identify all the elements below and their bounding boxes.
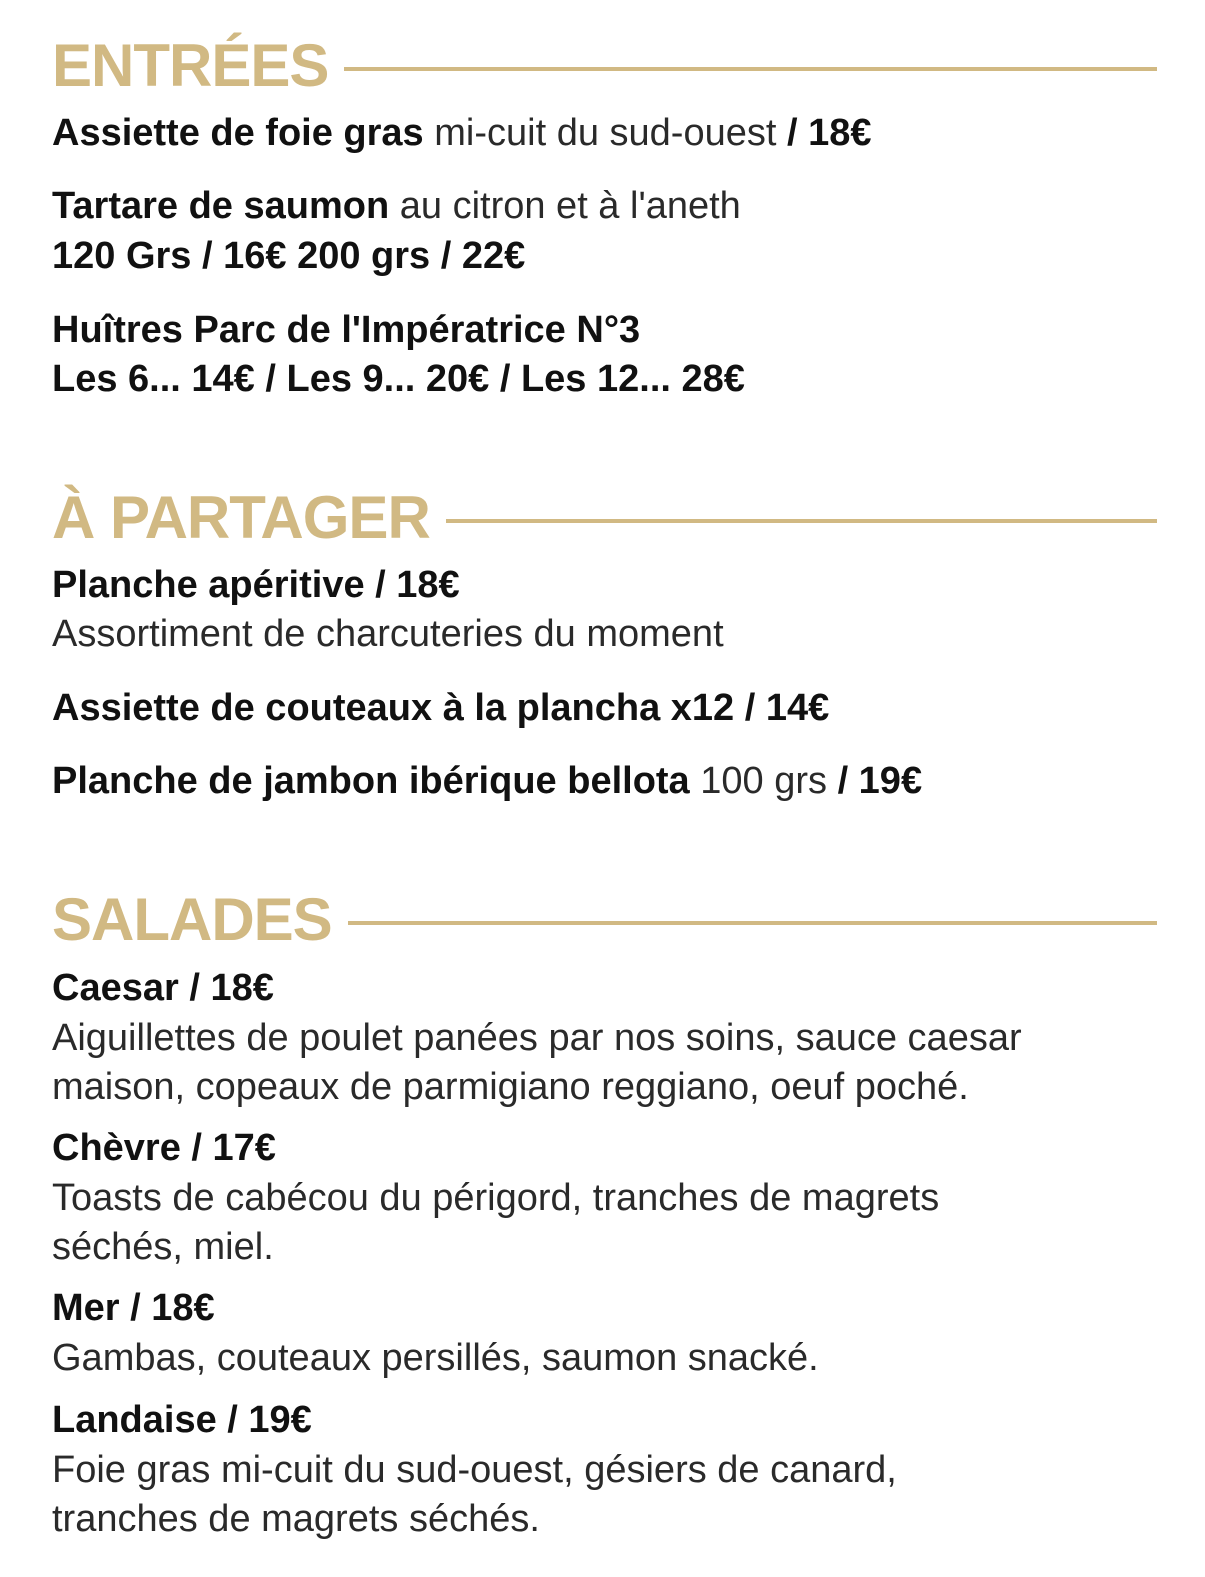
item-name: Assiette de couteaux à la plancha x12 / 14€ — [52, 687, 830, 729]
menu-item-tartare-price — [52, 233, 525, 279]
item-name: Landaise / 19€ — [52, 1399, 312, 1441]
menu-item-landaise — [52, 1397, 312, 1443]
menu-item-mer-desc-1 — [52, 1335, 819, 1381]
item-name: Planche de jambon ibérique bellota — [52, 760, 690, 802]
item-description: 100 grs — [700, 760, 827, 802]
menu-item-caesar-desc-2 — [52, 1064, 969, 1110]
item-name: Mer / 18€ — [52, 1287, 215, 1329]
item-description: maison, copeaux de parmigiano reggiano, oeuf poché. — [52, 1066, 969, 1108]
section-header — [52, 888, 1157, 952]
menu-item-chevre-desc-2 — [52, 1224, 274, 1270]
menu-item-caesar-desc-1 — [52, 1015, 1022, 1061]
item-price: Les 6... 14€ / Les 9... 20€ / Les 12... 28€ — [52, 358, 745, 400]
item-description: au citron et à l'aneth — [399, 185, 741, 227]
section-entrees — [52, 34, 1157, 98]
item-name: Chèvre / 17€ — [52, 1127, 276, 1169]
item-description: Gambas, couteaux persillés, saumon snacké. — [52, 1337, 819, 1379]
section-divider — [348, 921, 1157, 925]
menu-item-planche-aperitive — [52, 562, 460, 608]
section-title: SALADES — [52, 886, 332, 953]
section-divider — [446, 519, 1157, 523]
section-title: À PARTAGER — [52, 484, 430, 551]
item-description: Assortiment de charcuteries du moment — [52, 613, 724, 655]
menu-item-tartare — [52, 183, 741, 229]
menu-item-caesar — [52, 965, 274, 1011]
item-price: / 18€ — [786, 112, 872, 154]
item-name: Tartare de saumon — [52, 185, 390, 227]
section-salades — [52, 888, 1157, 952]
section-header — [52, 34, 1157, 98]
menu-item-foie-gras — [52, 110, 872, 156]
section-header — [52, 486, 1157, 550]
menu-item-landaise-desc-1 — [52, 1447, 897, 1493]
item-description: Aiguillettes de poulet panées par nos soins, sauce caesar — [52, 1017, 1022, 1059]
item-description: mi-cuit du sud-ouest — [434, 112, 777, 154]
section-title: ENTRÉES — [52, 32, 329, 99]
menu-item-huitres-price — [52, 356, 745, 402]
menu-item-chevre — [52, 1125, 276, 1171]
menu-item-couteaux — [52, 685, 829, 731]
item-description: Foie gras mi-cuit du sud-ouest, gésiers de canard, — [52, 1449, 897, 1491]
menu-item-huitres — [52, 307, 640, 353]
item-description: Toasts de cabécou du périgord, tranches de magrets — [52, 1177, 940, 1219]
item-price: / 19€ — [837, 760, 923, 802]
menu-item-mer — [52, 1285, 215, 1331]
item-description: tranches de magrets séchés. — [52, 1498, 540, 1540]
item-name: Caesar / 18€ — [52, 967, 274, 1009]
menu-item-chevre-desc-1 — [52, 1175, 939, 1221]
section-divider — [344, 67, 1157, 71]
section-a-partager — [52, 486, 1157, 550]
menu-item-landaise-desc-2 — [52, 1496, 540, 1542]
item-description: séchés, miel. — [52, 1226, 274, 1268]
menu-item-jambon — [52, 758, 922, 804]
item-name: Assiette de foie gras — [52, 112, 424, 154]
menu-item-planche-aperitive-desc — [52, 611, 724, 657]
item-name: Huîtres Parc de l'Impératrice N°3 — [52, 309, 641, 351]
item-name: Planche apéritive / 18€ — [52, 564, 460, 606]
item-price: 120 Grs / 16€ 200 grs / 22€ — [52, 235, 526, 277]
